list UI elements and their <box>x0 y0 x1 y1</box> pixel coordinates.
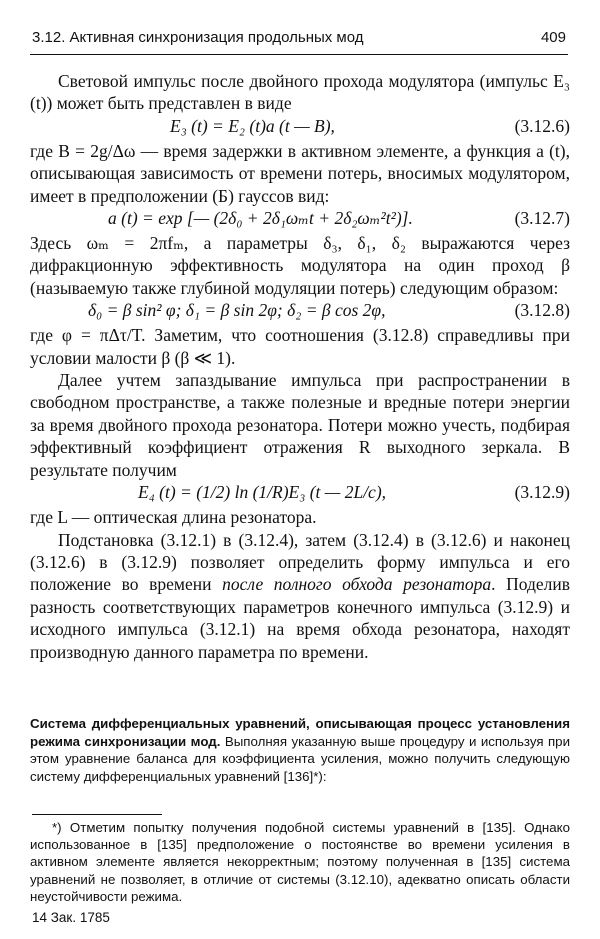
printer-signature: 14 Зак. 1785 <box>32 910 110 925</box>
equation-expression: δ₀ = β sin² φ; δ₁ = β sin 2φ; δ₂ = β cos 2φ, <box>88 300 386 321</box>
equation-3-12-8 <box>30 299 570 324</box>
paragraph-7-emphasis: после полного обхода резонатора <box>222 574 492 595</box>
equation-3-12-7 <box>30 207 570 232</box>
equation-expression: E₄ (t) = (1/2) ln (1/R)E₃ (t — 2L/c), <box>138 482 387 503</box>
equation-3-12-6 <box>30 115 570 140</box>
equation-expression: E₃ (t) = E₂ (t)a (t — B), <box>170 115 335 136</box>
paragraph-7-start: Подстановка (3.12.1) в (3.12.4), затем (3.12.4) в (3.12.6) и наконец (3.12.6) в (3.12.9) позволяет определить форму импульса и его положение во времени <box>30 529 570 595</box>
paragraph-6: где L — оптическая длина резонатора. <box>30 507 317 528</box>
footnote <box>30 819 570 905</box>
equation-expression: a (t) = exp [— (2δ₀ + 2δ₁ωₘt + 2δ₂ωₘ²t²)]. <box>108 208 413 229</box>
equation-number: (3.12.7) <box>514 208 570 229</box>
section-text: Выполняя указанную выше процедуру и используя при этом уравнение баланса для коэффициента усиления, можно получить следующую систему дифференциальных уравнений [136]*): <box>30 733 570 784</box>
footnote-separator <box>32 814 162 815</box>
paragraph-4: где φ = πΔτ/T. Заметим, что соотношения (3.12.8) справедливы при условии малости β (β ≪ 1). <box>30 325 570 368</box>
running-header <box>30 26 568 55</box>
paragraph-5: Далее учтем запаздывание импульса при распространении в свободном пространстве, а также полезные и вредные потери энергии за время двойного прохода резонатора. Потери можно учесть, подбирая эффективный коэффициент отражения R выходного зеркала. В результате получим <box>30 370 570 480</box>
running-title: 3.12. Активная синхронизация продольных мод <box>32 29 364 46</box>
paragraph-1: Световой импульс после двойного прохода модулятора (импульс E₃ (t)) может быть представлен в виде <box>30 71 570 114</box>
section-heading: Система дифференциальных уравнений, описывающая процесс установления режима синхронизации мод. <box>30 716 570 749</box>
equation-number: (3.12.9) <box>514 482 570 503</box>
main-text <box>30 70 570 663</box>
paragraph-7 <box>30 529 570 663</box>
paragraph-3: Здесь ωₘ = 2πfₘ, а параметры δ₃, δ₁, δ₂ выражаются через дифракционную эффективность модулятора на один проход β (называемую также глубиной модуляции потерь) следующим образом: <box>30 233 570 298</box>
page-number: 409 <box>540 29 566 46</box>
equation-3-12-9 <box>30 481 570 506</box>
section-paragraph <box>30 715 570 785</box>
footnote-text: *) Отметим попытку получения подобной системы уравнений в [135]. Однако использованное в [135] предположение о постоянстве во времени усиления в активном элементе является некорректным; поэтому полученная в [135] система уравнений не позволяет, в отличие от системы (3.12.10), адекватно описать области неустойчивости режима. <box>30 820 570 904</box>
equation-number: (3.12.6) <box>514 115 570 136</box>
paragraph-2: где B = 2g/Δω — время задержки в активном элементе, а функция a (t), описывающая зависимость от времени потерь, вносимых модулятором, имеет в предположении (Б) гауссов вид: <box>30 140 570 206</box>
equation-number: (3.12.8) <box>514 300 570 321</box>
paragraph-7-end: . Поделив разность соответствующих параметров конечного импульса (3.12.9) и исходного импульса (3.12.1) на время обхода резонатора, находят производную данного параметра по времени. <box>30 574 570 662</box>
